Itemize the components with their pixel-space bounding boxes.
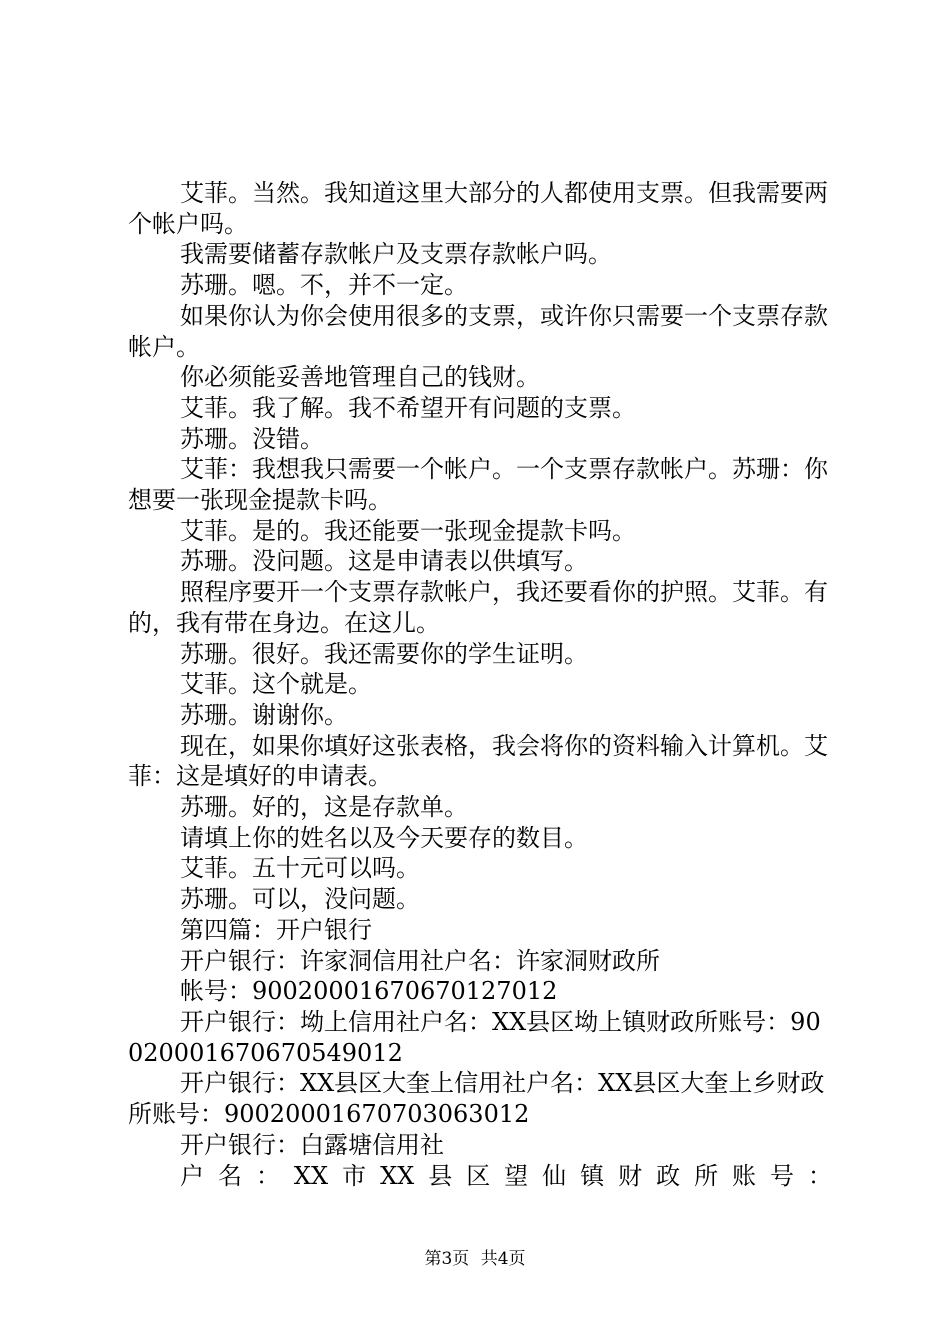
paragraph: 苏珊。没错。 bbox=[180, 424, 324, 453]
page-footer bbox=[0, 1244, 950, 1269]
paragraph: 开户银行：白露塘信用社 bbox=[180, 1130, 444, 1159]
paragraph: 帐号：90020001670670127012 bbox=[180, 977, 558, 1006]
paragraph: 艾菲：我想我只需要一个帐户。一个支票存款帐户。苏珊：你想要一张现金提款卡吗。 bbox=[128, 455, 828, 515]
paragraph: 苏珊。很好。我还需要你的学生证明。 bbox=[180, 639, 588, 668]
paragraph: 我需要储蓄存款帐户及支票存款帐户吗。 bbox=[180, 240, 612, 269]
paragraph: 苏珊。谢谢你。 bbox=[180, 700, 348, 729]
paragraph: 艾菲。当然。我知道这里大部分的人都使用支票。但我需要两个帐户吗。 bbox=[128, 179, 828, 238]
section-heading: 第四篇：开户银行 bbox=[180, 915, 372, 944]
paragraph: 你必须能妥善地管理自己的钱财。 bbox=[180, 363, 540, 392]
paragraph: 照程序要开一个支票存款帐户，我还要看你的护照。艾菲。有的，我有带在身边。在这儿。 bbox=[128, 578, 828, 637]
paragraph: 苏珊。嗯。不，并不一定。 bbox=[180, 271, 468, 300]
paragraph: 现在，如果你填好这张表格，我会将你的资料输入计算机。艾菲：这是填好的申请表。 bbox=[128, 731, 828, 791]
paragraph: 苏珊。没问题。这是申请表以供填写。 bbox=[180, 547, 588, 576]
paragraph: 如果你认为你会使用很多的支票，或许你只需要一个支票存款帐户。 bbox=[128, 301, 828, 361]
document-body bbox=[128, 178, 832, 1191]
paragraph: 苏珊。好的，这是存款单。 bbox=[180, 793, 468, 822]
paragraph: 开户银行：坳上信用社户名：XX县区坳上镇财政所账号：90020001670670549012 bbox=[128, 1007, 821, 1067]
paragraph: 户名：XX市XX县区望仙镇财政所账号： bbox=[180, 1161, 832, 1190]
paragraph: 艾菲。这个就是。 bbox=[180, 670, 372, 699]
paragraph: 艾菲。五十元可以吗。 bbox=[180, 854, 420, 883]
paragraph: 开户银行：许家洞信用社户名：许家洞财政所 bbox=[180, 946, 660, 975]
paragraph: 艾菲。我了解。我不希望开有问题的支票。 bbox=[180, 393, 636, 422]
total-pages: 共4页 bbox=[480, 1249, 526, 1269]
paragraph: 请填上你的姓名以及今天要存的数目。 bbox=[180, 823, 588, 852]
paragraph: 开户银行：XX县区大奎上信用社户名：XX县区大奎上乡财政所账号：90020001670703063012 bbox=[128, 1069, 825, 1129]
page-number: 第3页 bbox=[424, 1249, 470, 1269]
paragraph: 艾菲。是的。我还能要一张现金提款卡吗。 bbox=[180, 516, 636, 545]
paragraph: 苏珊。可以，没问题。 bbox=[180, 885, 420, 914]
